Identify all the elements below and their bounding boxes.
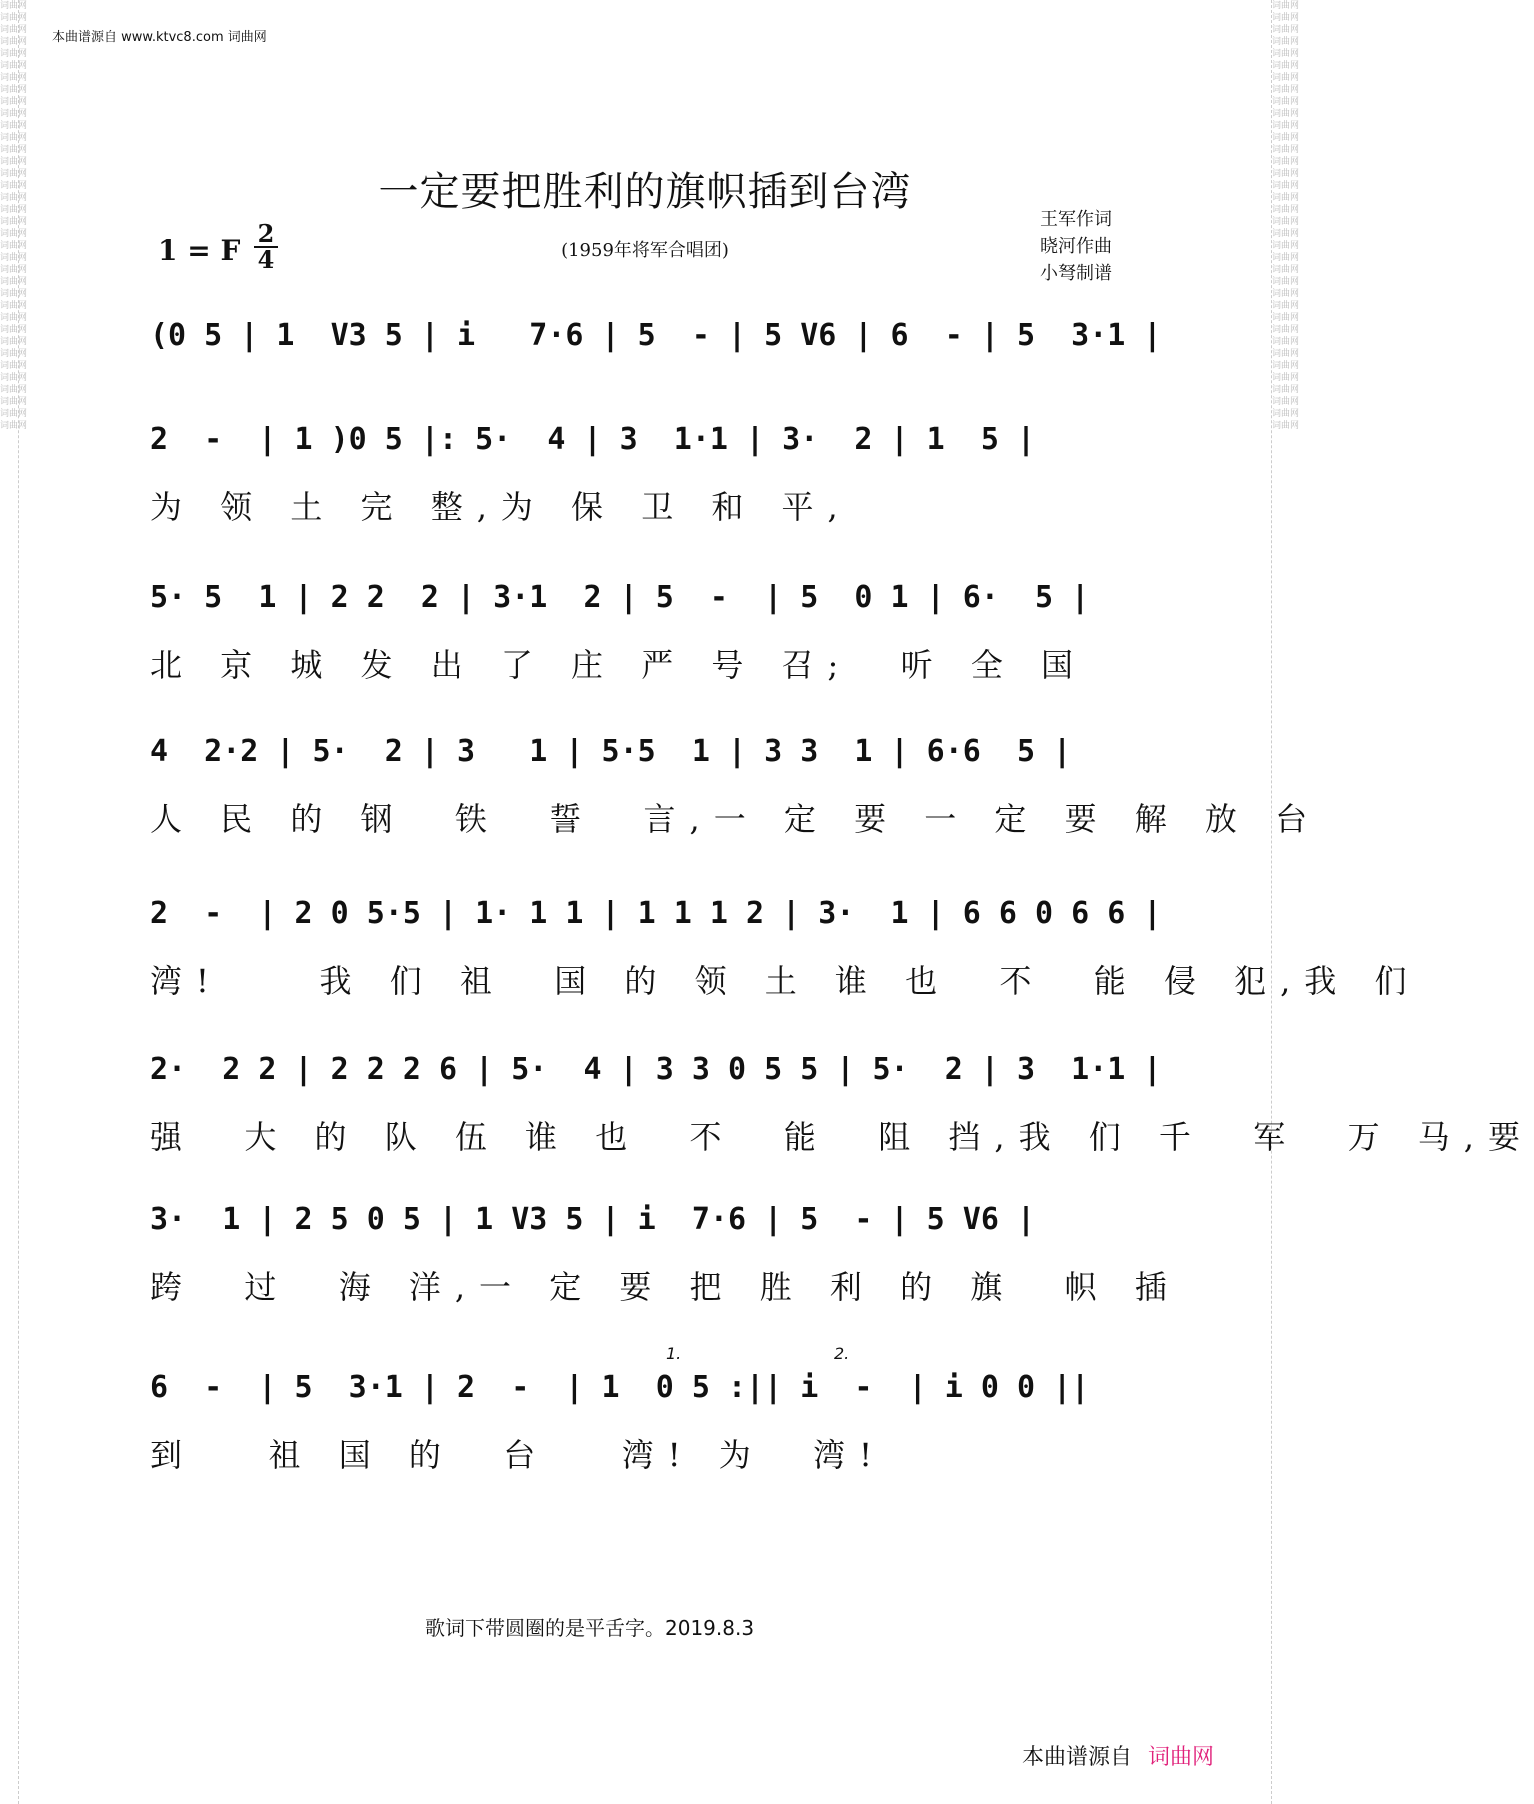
score-system-5: [150, 896, 1421, 1000]
lyrics-line: 强 大 的 队 伍 谁 也 不 能 阻 挡,我 们 千 军 万 马,要: [150, 1118, 1534, 1156]
lyrics-line: 为 领 土 完 整,为 保 卫 和 平,: [150, 488, 852, 526]
lyricist-credit: 王军作词: [1040, 209, 1112, 230]
score-system-3: [150, 580, 1138, 684]
lyrics-line: 跨 过 海 洋,一 定 要 把 胜 利 的 旗 帜 插: [150, 1268, 1181, 1306]
site-name-link[interactable]: 词曲网: [1148, 1745, 1215, 1770]
lyrics-line: [150, 378, 1138, 422]
volta-1-label: 1.: [666, 1344, 682, 1363]
score-system-6: [150, 1052, 1534, 1156]
score-system-8: [150, 1370, 1138, 1474]
notation-line: 2· 2 2 | 2 2 2 6 | 5· 4 | 3 3 0 5 5 | 5· 2 | 3 1·1 |: [150, 1052, 1162, 1087]
notation-line: 4 2·2 | 5· 2 | 3 1 | 5·5 1 | 3 3 1 | 6·6 5 |: [150, 734, 1072, 769]
credits: [1040, 206, 1112, 287]
top-source-note: 本曲谱源自 www.ktvc8.com 词曲网: [52, 30, 267, 45]
lyrics-line: 到 祖 国 的 台 湾! 为 湾!: [150, 1436, 886, 1474]
key-signature: 1 = F: [158, 234, 241, 267]
left-watermark-column: 词曲网 词曲网 词曲网 词曲网 词曲网 词曲网 词曲网 词曲网 词曲网 词曲网 词曲网 词曲网 词曲网 词曲网 词曲网 词曲网 词曲网 词曲网 词曲网 词曲网 词曲网 词曲网 词曲网 词曲网 词曲网 词曲网 词曲网 词曲网 词曲网 词曲网 词曲网 词曲网 词曲网 词曲网 词曲网 词曲网: [0, 0, 19, 1804]
time-signature-top: 2: [257, 219, 275, 248]
score-system-7: [150, 1202, 1181, 1306]
song-subtitle: (1959年将军合唱团): [561, 240, 729, 261]
right-watermark-column: 词曲网 词曲网 词曲网 词曲网 词曲网 词曲网 词曲网 词曲网 词曲网 词曲网 词曲网 词曲网 词曲网 词曲网 词曲网 词曲网 词曲网 词曲网 词曲网 词曲网 词曲网 词曲网 词曲网 词曲网 词曲网 词曲网 词曲网 词曲网 词曲网 词曲网 词曲网 词曲网 词曲网 词曲网 词曲网 词曲网: [1271, 0, 1290, 1804]
composer-credit: 晓河作曲: [1040, 236, 1112, 257]
notation-line: 6 - | 5 3·1 | 2 - | 1 0 5 :|| i - | i 0 0 ||: [150, 1370, 1090, 1405]
notation-line: 2 - | 1 )0 5 |: 5· 4 | 3 1·1 | 3· 2 | 1 5 |: [150, 422, 1036, 457]
bottom-source: [1022, 1740, 1214, 1771]
arranger-credit: 小弩制谱: [1040, 263, 1112, 284]
time-signature: [254, 219, 278, 274]
footnote: 歌词下带圆圈的是平舌字。2019.8.3: [425, 1616, 755, 1640]
volta-2-label: 2.: [834, 1344, 850, 1363]
song-title: 一定要把胜利的旗帜插到台湾: [378, 169, 912, 215]
lyrics-line: 湾! 我 们 祖 国 的 领 土 谁 也 不 能 侵 犯,我 们: [150, 962, 1421, 1000]
notation-line: (0 5 | 1 V3 5 | i 7·6 | 5 - | 5 V6 | 6 - | 5 3·1 |: [150, 318, 1162, 353]
bottom-source-label: 本曲谱源自: [1022, 1745, 1133, 1770]
score-system-2: [150, 422, 1138, 526]
time-signature-bottom: 4: [257, 245, 275, 274]
notation-line: 3· 1 | 2 5 0 5 | 1 V3 5 | i 7·6 | 5 - | 5 V6 |: [150, 1202, 1036, 1237]
notation-line: 2 - | 2 0 5·5 | 1· 1 1 | 1 1 1 2 | 3· 1 | 6 6 0 6 6 |: [150, 896, 1162, 931]
score-system-4: [150, 734, 1322, 838]
score-system-1: [150, 318, 1162, 422]
notation-line: 5· 5 1 | 2 2 2 | 3·1 2 | 5 - | 5 0 1 | 6· 5 |: [150, 580, 1090, 615]
lyrics-line: 人 民 的 钢 铁 誓 言,一 定 要 一 定 要 解 放 台: [150, 800, 1322, 838]
lyrics-line: 北 京 城 发 出 了 庄 严 号 召; 听 全 国: [150, 646, 1088, 684]
